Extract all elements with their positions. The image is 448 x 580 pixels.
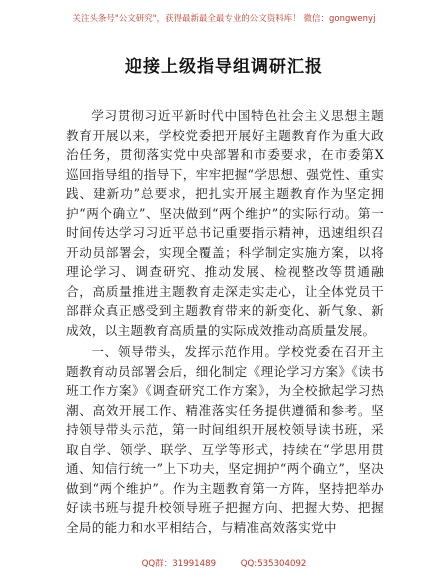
page-title: 迎接上级指导组调研汇报 <box>125 57 323 77</box>
body-paragraph-2: 一、领导带头，发挥示范作用。学校党委在召开主题教育动员部署会后，细化制定《理论学习方案》《读书班工作方案》《调查研究工作方案》，为全校掀起学习热潮、高效开展工作、精准落实任务提供遵循和参考。坚持领导带头示范，第一时间组织开展校领导读书班，采取自学、领学、联学、互学等形式，持续在“学思用贯通、知信行统一”上下功夫，坚定拥护“两个确立”，坚决做到“两个维护”。作为主题教育第一方阵，坚持把举办好读书班与提升校领导班子把握方向、把握大势、把握全局的能力和水平相结合，与精准高效落实党中 <box>66 344 384 535</box>
document-body <box>66 106 384 537</box>
body-paragraph-1: 学习贯彻习近平新时代中国特色社会主义思想主题教育开展以来，学校党委把开展好主题教育作为重大政治任务，贯彻落实党中央部署和市委要求，在市委第X巡回指导组的指导下，牢牢把握“学思想、强党性、重实践、建新功”总要求，把扎实开展主题教育作为坚定拥护“两个确立”、坚决做到“两个维护”的实际行动。第一时间传达学习习近平总书记重要指示精神，迅速组织召开动员部署会，实现全覆盖；科学制定实施方案，以将理论学习、调查研究、推动发展、检视整改等贯通融合，高质量推进主题教育走深走实走心，让全体党员干部群众真正感受到主题教育带来的新变化、新气象、新成效，以主题教育高质量的实际成效推动高质量发展。 <box>66 108 384 338</box>
footer-contact: QQ群：31991489 QQ:535304092 <box>141 559 307 569</box>
header-banner: 关注头条号"公文研究"，获得最新最全最专业的公文资料库！ 微信：gongwenyj <box>72 13 376 23</box>
